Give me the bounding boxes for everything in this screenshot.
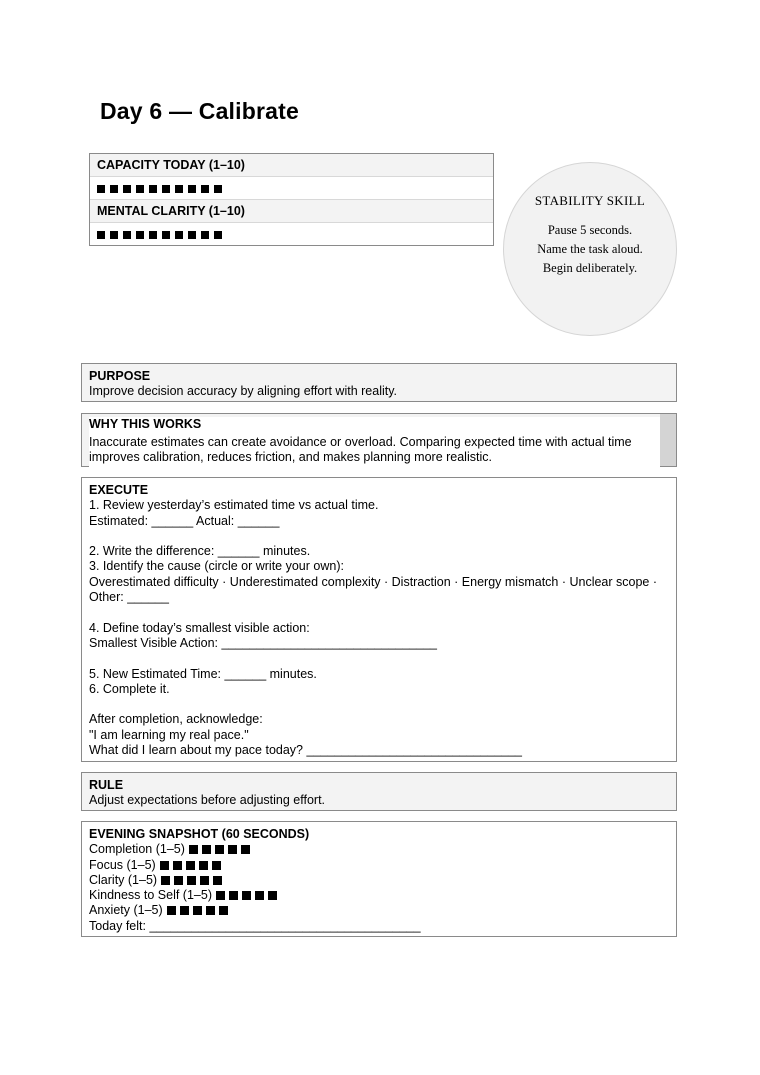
execute-line: Other: ______ [89,590,169,605]
rating-square[interactable] [187,876,196,885]
rating-square[interactable] [193,906,202,915]
capacity-label: CAPACITY TODAY (1–10) [90,154,493,177]
evening-item-label: Focus (1–5) [89,857,156,872]
evening-item-label: Anxiety (1–5) [89,903,163,918]
line-gap [89,651,669,666]
rating-square[interactable] [200,876,209,885]
why-content [89,417,660,467]
rating-square[interactable] [189,845,198,854]
skill-line: Begin deliberately. [542,261,638,275]
rule-text: Adjust expectations before adjusting effort. [89,793,326,807]
evening-snapshot-section [81,821,677,937]
rating-square[interactable] [268,891,277,900]
clarity-label: MENTAL CLARITY (1–10) [90,200,493,223]
stability-skill-circle [503,162,677,336]
rating-square[interactable] [212,861,221,870]
why-section [81,413,677,467]
execute-line: "I am learning my real pace." [89,727,249,742]
rating-square[interactable] [162,231,170,239]
execute-line: 4. Define today’s smallest visible action: [89,620,310,635]
rating-square[interactable] [161,876,170,885]
evening-item-label: Kindness to Self (1–5) [89,888,212,903]
execute-line: 6. Complete it. [89,681,170,696]
rating-square[interactable] [149,231,157,239]
rule-section [81,772,677,811]
evening-item-label: Completion (1–5) [89,842,185,857]
rating-square[interactable] [206,906,215,915]
evening-item [89,858,669,873]
execute-line: Smallest Visible Action: _______________________________ [89,635,437,650]
execute-line: 2. Write the difference: ______ minutes. [89,544,311,559]
rating-square[interactable] [199,861,208,870]
rating-square[interactable] [180,906,189,915]
clarity-scale[interactable] [90,223,493,245]
purpose-heading: PURPOSE [89,369,151,383]
rating-square[interactable] [241,845,250,854]
rule-heading: RULE [89,778,124,792]
rating-square[interactable] [255,891,264,900]
rating-table [89,153,494,246]
scrollbar[interactable] [660,414,676,466]
rating-square[interactable] [174,876,183,885]
evening-item-label: Clarity (1–5) [89,872,158,887]
rating-square[interactable] [149,185,157,193]
today-felt-field[interactable]: Today felt: _______________________________________ [89,918,421,933]
rating-square[interactable] [186,861,195,870]
evening-item [89,903,669,918]
rating-square[interactable] [173,861,182,870]
line-gap [89,697,669,712]
rating-square[interactable] [160,861,169,870]
execute-line: Estimated: ______ Actual: ______ [89,513,280,528]
skill-title: STABILITY SKILL [534,193,646,208]
rating-square[interactable] [123,185,131,193]
rating-square[interactable] [216,891,225,900]
rating-square[interactable] [214,185,222,193]
rating-square[interactable] [110,185,118,193]
rating-square[interactable] [201,185,209,193]
rating-square[interactable] [175,185,183,193]
rating-square[interactable] [188,231,196,239]
skill-line: Name the task aloud. [537,242,643,256]
purpose-text: Improve decision accuracy by aligning effort with reality. [89,384,398,398]
execute-line: What did I learn about my pace today? _______________________________ [89,743,522,758]
execute-line: 5. New Estimated Time: ______ minutes. [89,666,317,681]
execute-section [81,477,677,762]
evening-item [89,842,669,857]
rating-square[interactable] [97,231,105,239]
rating-square[interactable] [229,891,238,900]
rating-square[interactable] [123,231,131,239]
skill-lines [504,221,676,278]
rating-square[interactable] [188,185,196,193]
line-gap [89,605,669,620]
evening-heading: EVENING SNAPSHOT (60 SECONDS) [89,827,310,841]
line-gap [89,529,669,544]
rating-square[interactable] [214,231,222,239]
execute-line: After completion, acknowledge: [89,712,263,727]
rating-square[interactable] [215,845,224,854]
why-text: Inaccurate estimates can create avoidance or overload. Comparing expected time with actual time improves calibration, reduces friction, and makes planning more realistic. [89,435,632,464]
rating-square[interactable] [175,231,183,239]
purpose-section [81,363,677,402]
rating-square[interactable] [97,185,105,193]
execute-heading: EXECUTE [89,483,149,497]
rating-square[interactable] [242,891,251,900]
execute-line: Overestimated difficulty · Underestimated complexity · Distraction · Energy mismatch · Unclear scope · [89,574,658,589]
rating-square[interactable] [110,231,118,239]
execute-steps [89,498,669,758]
capacity-scale[interactable] [90,177,493,200]
rating-square[interactable] [136,185,144,193]
rating-square[interactable] [136,231,144,239]
evening-items [89,842,669,918]
execute-line: 1. Review yesterday’s estimated time vs actual time. [89,498,379,513]
evening-item [89,888,669,903]
page-title: Day 6 — Calibrate [100,98,299,124]
rating-square[interactable] [219,906,228,915]
rating-square[interactable] [162,185,170,193]
skill-line: Pause 5 seconds. [547,223,633,237]
evening-item [89,873,669,888]
why-heading: WHY THIS WORKS [89,417,660,431]
execute-line: 3. Identify the cause (circle or write your own): [89,559,344,574]
rating-square[interactable] [202,845,211,854]
rating-square[interactable] [228,845,237,854]
rating-square[interactable] [201,231,209,239]
rating-square[interactable] [167,906,176,915]
rating-square[interactable] [213,876,222,885]
